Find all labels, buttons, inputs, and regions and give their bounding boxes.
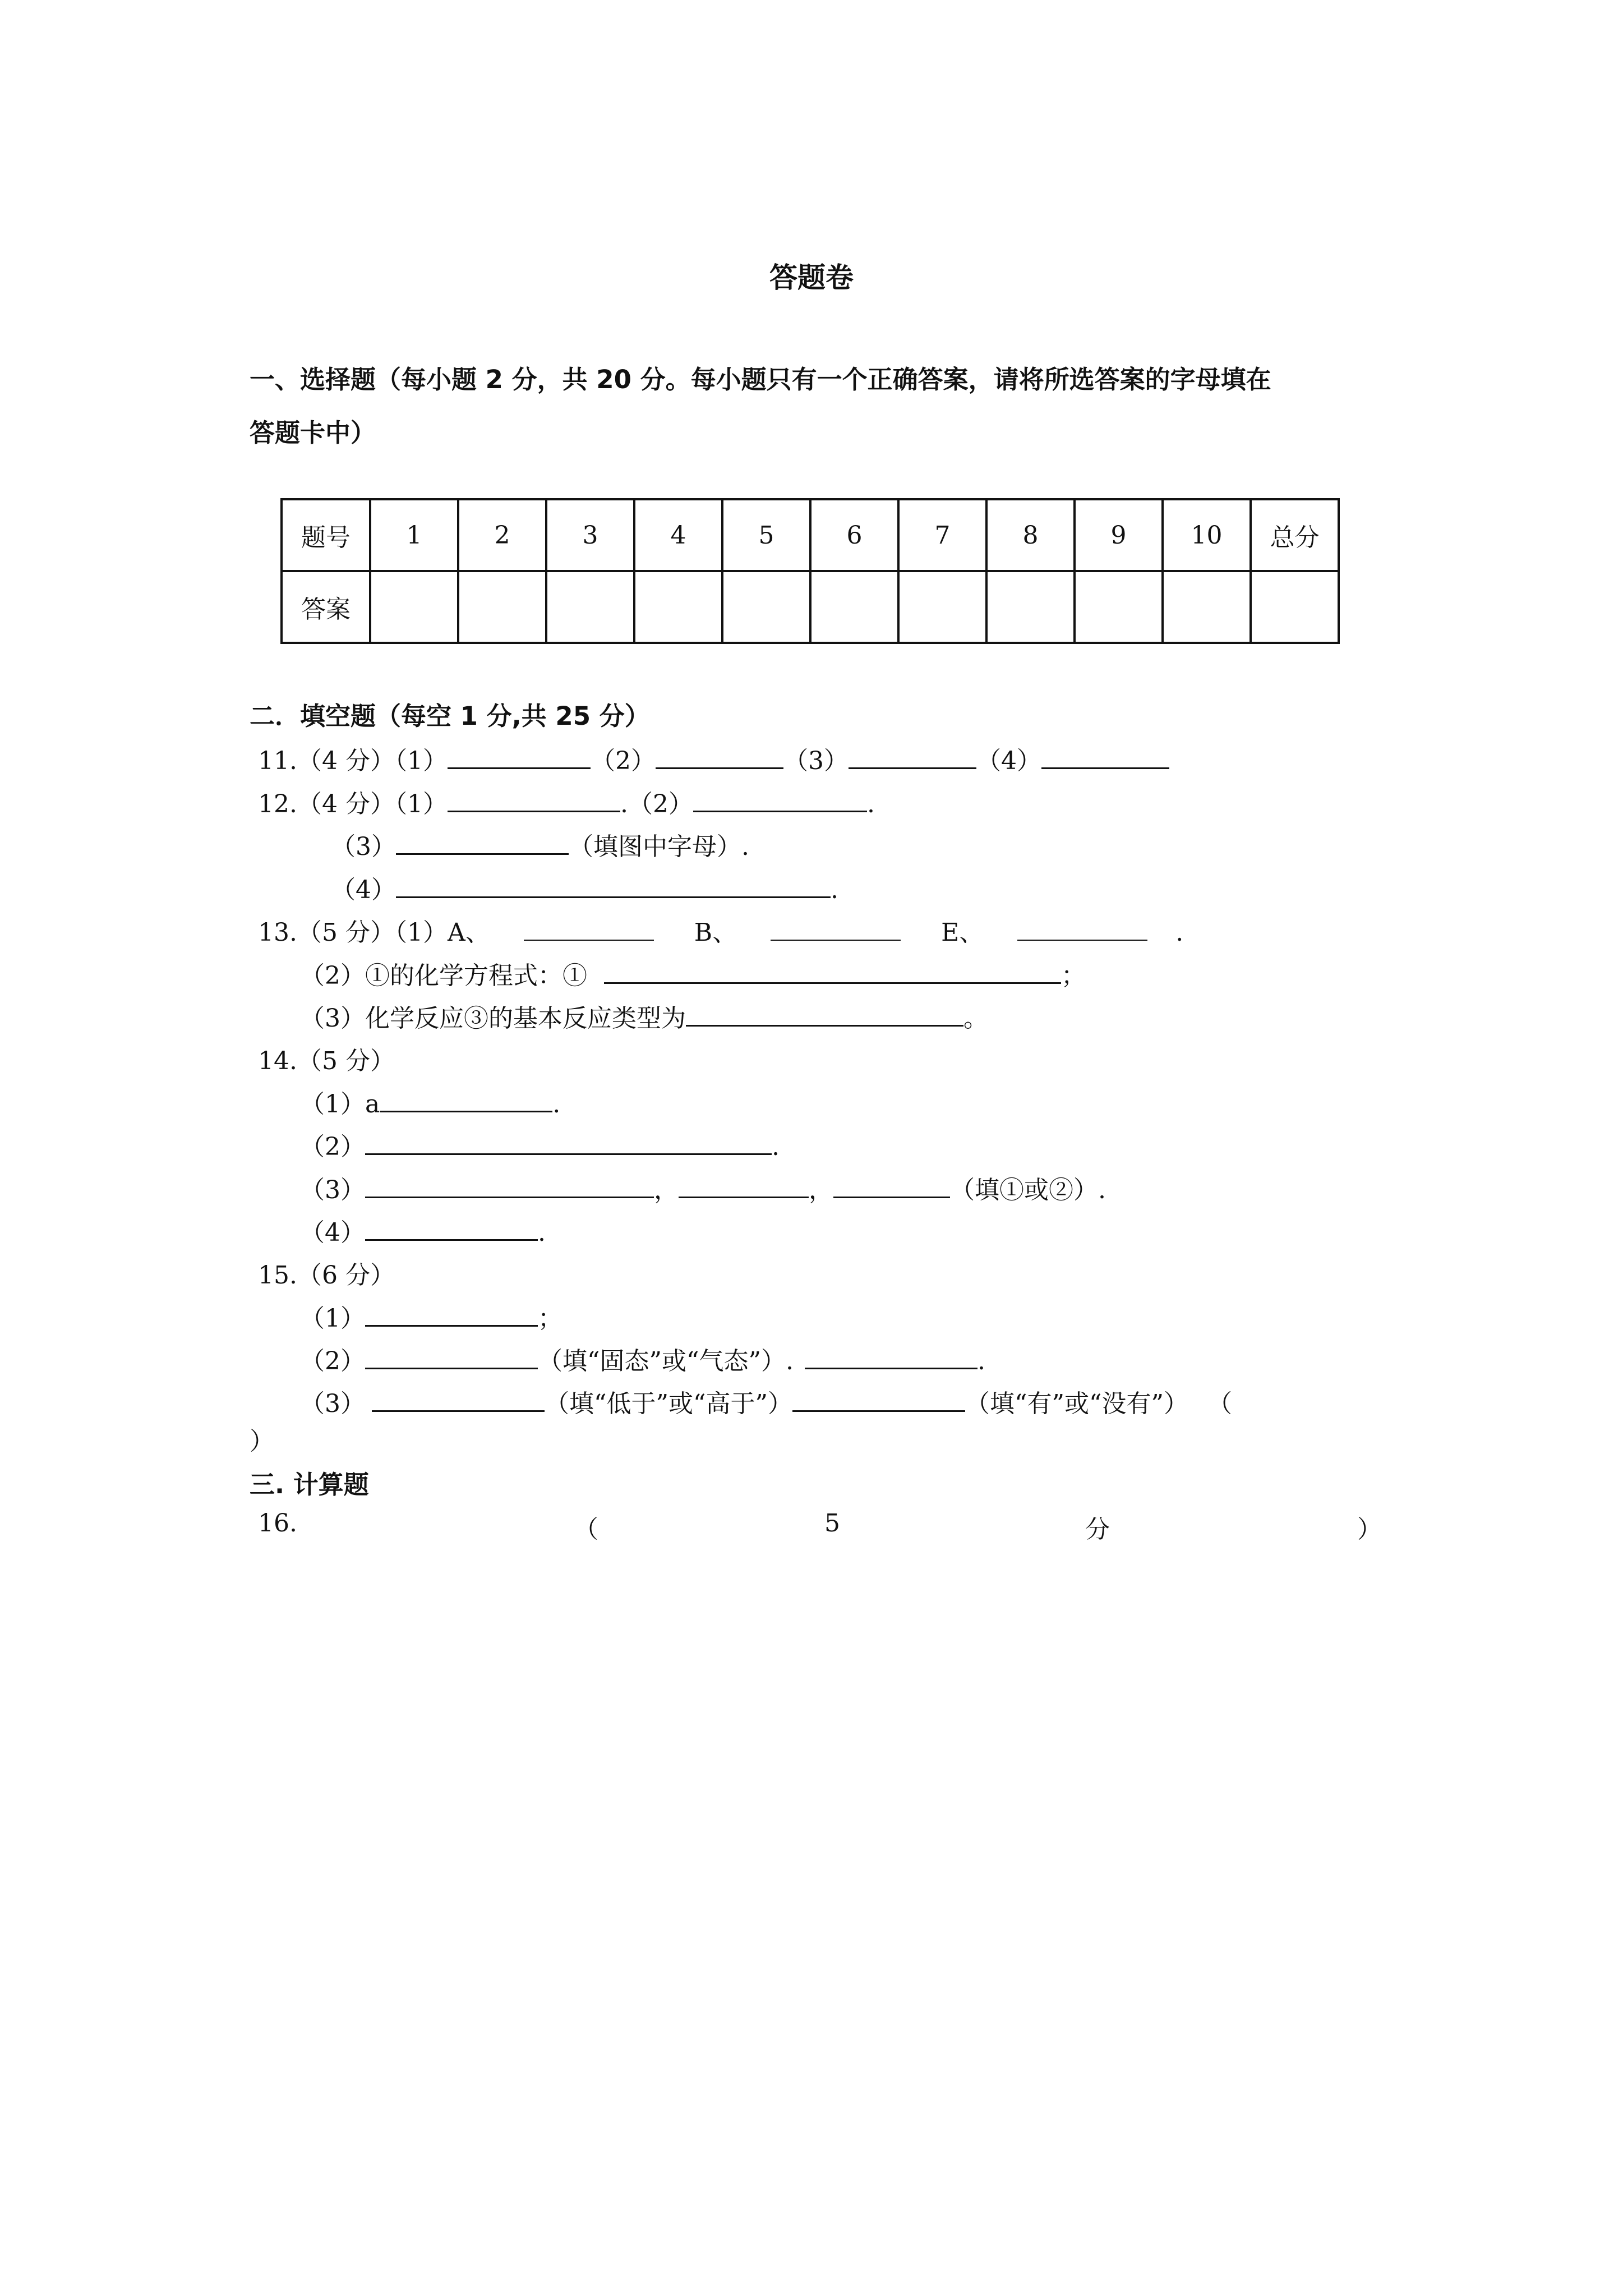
answer-table	[280, 498, 1340, 644]
question-11	[258, 740, 1169, 776]
q15-blank-2a[interactable]	[365, 1345, 538, 1369]
table-cell-number: 8	[986, 499, 1075, 571]
table-cell-label: 答案	[282, 571, 370, 643]
answer-cell[interactable]	[810, 571, 898, 643]
answer-cell[interactable]	[634, 571, 722, 643]
q13-prefix: 13.（5 分）（1）A、	[258, 918, 490, 947]
q13-blank-reaction-type[interactable]	[686, 1002, 963, 1027]
q14-p3-hint: （填①或②）.	[950, 1176, 1106, 1204]
q11-part3: （3）	[783, 747, 849, 775]
question-15-part2	[300, 1341, 985, 1377]
q12-p4-label: （4）	[331, 876, 396, 904]
q11-blank-1[interactable]	[448, 745, 591, 769]
answer-cell[interactable]	[1075, 571, 1163, 643]
answer-cell[interactable]	[722, 571, 810, 643]
q13-p2-label: （2）①的化学方程式：①	[300, 961, 587, 990]
table-cell-number: 9	[1075, 499, 1163, 571]
question-13-part3	[300, 998, 988, 1034]
q11-part4: （4）	[976, 747, 1041, 775]
q12-end: .	[866, 790, 875, 818]
question-15-part1	[300, 1298, 562, 1334]
q15-p1-label: （1）	[300, 1304, 365, 1333]
q12-p3-label: （3）	[331, 832, 396, 861]
q15-p3-hint-1: （填“低于”或“高于”）	[545, 1389, 792, 1418]
table-cell-total: 总分	[1251, 499, 1339, 571]
q16-close-paren: ）	[1357, 1515, 1382, 1544]
q15-p3-hint-2: （填“有”或“没有”）	[965, 1389, 1188, 1418]
q11-part2: （2）	[590, 747, 656, 775]
section3-heading: 三. 计算题	[250, 1470, 369, 1499]
q15-p3-label: （3）	[300, 1389, 365, 1418]
q15-p1-end: ；	[538, 1304, 562, 1333]
question-12-part4	[331, 869, 838, 905]
q15-p2-hint: （填“固态”或“气态”）.	[538, 1347, 794, 1375]
q14-p2-end: .	[772, 1133, 780, 1161]
q13-end: .	[1175, 918, 1184, 947]
q12-prefix: 12.（4 分）（1）	[258, 790, 448, 818]
q14-blank-3b[interactable]	[679, 1174, 809, 1198]
q15-blank-1[interactable]	[365, 1303, 538, 1327]
answer-cell[interactable]	[370, 571, 458, 643]
table-cell-number: 5	[722, 499, 810, 571]
q11-blank-4[interactable]	[1041, 745, 1169, 769]
q14-p3-label: （3）	[300, 1176, 365, 1204]
question-13-part2	[300, 955, 1086, 991]
q13-p3-end: 。	[963, 1004, 988, 1033]
question-13	[258, 912, 1183, 948]
answer-cell[interactable]	[546, 571, 634, 643]
table-cell-label: 题号	[282, 499, 370, 571]
q14-blank-3a[interactable]	[365, 1174, 654, 1198]
question-14-part2	[300, 1126, 780, 1162]
q14-comma-1: ，	[654, 1176, 679, 1204]
table-cell-number: 3	[546, 499, 634, 571]
q14-comma-2: ，	[809, 1176, 833, 1204]
question-14-part4	[300, 1212, 546, 1248]
q12-p3-hint: （填图中字母）.	[569, 832, 749, 861]
table-row-numbers	[282, 499, 1339, 571]
table-cell-number: 6	[810, 499, 898, 571]
answer-cell[interactable]	[458, 571, 546, 643]
q15-blank-2b[interactable]	[805, 1345, 978, 1369]
q11-blank-2[interactable]	[656, 745, 783, 769]
table-cell-number: 1	[370, 499, 458, 571]
q13-blank-b[interactable]	[771, 917, 901, 941]
q13-p2-end: ；	[1061, 961, 1086, 990]
q14-p1-label: （1）a	[300, 1090, 380, 1119]
q14-blank-4[interactable]	[365, 1217, 538, 1241]
q16-unit: 分	[1085, 1515, 1110, 1544]
section1-instructions-line2: 答题卡中）	[250, 418, 376, 448]
q11-prefix: 11.（4 分）（1）	[258, 747, 448, 775]
q14-blank-3c[interactable]	[833, 1174, 950, 1198]
question-14-part1	[300, 1084, 560, 1120]
q16-open-paren: （	[574, 1515, 598, 1544]
q13-blank-equation[interactable]	[604, 960, 1061, 984]
section2-heading: 二．填空题（每空 1 分,共 25 分）	[250, 701, 650, 731]
answer-cell[interactable]	[1251, 571, 1339, 643]
table-cell-number: 2	[458, 499, 546, 571]
table-row-answers	[282, 571, 1339, 643]
q12-blank-2[interactable]	[693, 788, 867, 812]
question-14-heading: 14.（5 分）	[258, 1047, 395, 1075]
q11-blank-3[interactable]	[849, 745, 976, 769]
q14-p2-label: （2）	[300, 1133, 365, 1161]
question-15-wrap: ）	[250, 1427, 274, 1456]
answer-cell[interactable]	[986, 571, 1075, 643]
q13-blank-e[interactable]	[1017, 917, 1147, 941]
question-12	[258, 784, 875, 820]
q15-blank-3b[interactable]	[792, 1388, 965, 1412]
q16-score: 5	[824, 1509, 840, 1538]
q16-number: 16.	[258, 1509, 297, 1538]
q15-p2-label: （2）	[300, 1347, 365, 1375]
q13-blank-a[interactable]	[524, 917, 654, 941]
q14-p4-end: .	[538, 1218, 546, 1247]
table-cell-number: 4	[634, 499, 722, 571]
answer-cell[interactable]	[1163, 571, 1251, 643]
q12-blank-1[interactable]	[448, 788, 620, 812]
q14-p1-end: .	[552, 1090, 561, 1119]
q13-e-label: E、	[941, 918, 984, 947]
q12-blank-3[interactable]	[396, 831, 569, 855]
table-cell-number: 7	[898, 499, 986, 571]
q15-blank-3a[interactable]	[372, 1388, 545, 1412]
q12-blank-4[interactable]	[396, 874, 831, 898]
page-title: 答题卷	[769, 261, 854, 294]
table-cell-number: 10	[1163, 499, 1251, 571]
question-15-heading: 15.（6 分）	[258, 1261, 395, 1290]
q13-p3-label: （3）化学反应③的基本反应类型为	[300, 1004, 686, 1033]
section1-instructions-line1: 一、选择题（每小题 2 分，共 20 分。每小题只有一个正确答案，请将所选答案的字母填在	[250, 365, 1271, 394]
q12-sep: .（2）	[620, 790, 693, 818]
answer-cell[interactable]	[898, 571, 986, 643]
q12-p4-end: .	[831, 876, 838, 904]
q15-p3-tail: （	[1207, 1389, 1232, 1418]
q13-b-label: B、	[694, 918, 737, 947]
q15-p2-end: .	[977, 1347, 985, 1375]
q14-blank-2[interactable]	[365, 1131, 772, 1155]
q14-blank-1[interactable]	[380, 1088, 552, 1112]
question-14-part3	[300, 1170, 1106, 1205]
q14-p4-label: （4）	[300, 1218, 365, 1247]
question-15-part3	[300, 1383, 1232, 1419]
question-12-part3	[331, 826, 749, 862]
